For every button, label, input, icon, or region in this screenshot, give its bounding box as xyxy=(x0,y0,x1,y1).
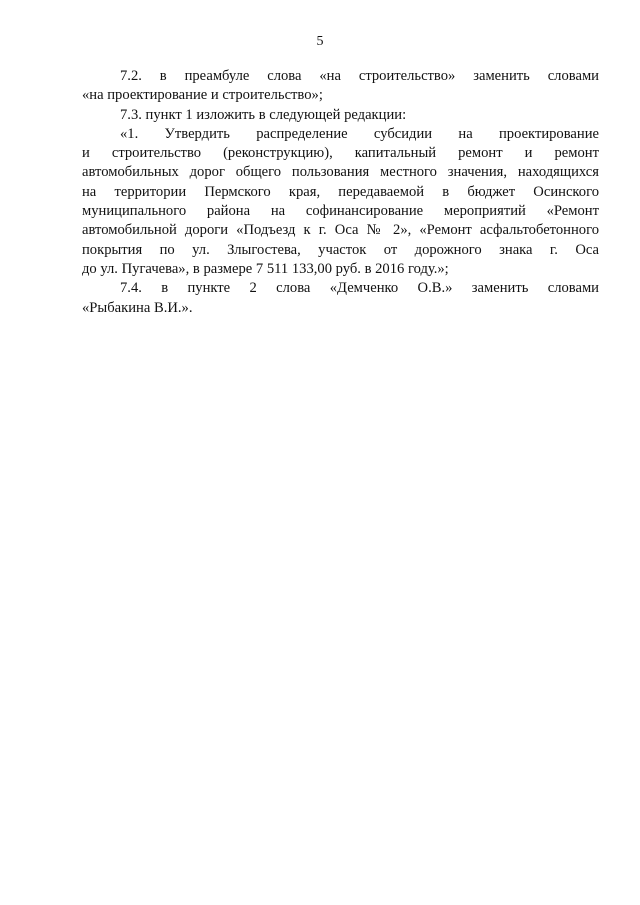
document-body xyxy=(82,67,599,318)
text-line: до ул. Пугачева», в размере 7 511 133,00 руб. в 2016 году.»; xyxy=(82,260,449,277)
text-line: 7.2. в преамбуле слова «на строительство» заменить словами xyxy=(120,68,599,84)
text-line: 7.4. в пункте 2 слова «Демченко О.В.» заменить словами xyxy=(120,280,599,297)
text-line: 7.3. пункт 1 изложить в следующей редакции: xyxy=(120,106,407,123)
paragraph-7-3 xyxy=(82,106,599,125)
text-line: «на проектирование и строительство»; xyxy=(82,87,323,104)
text-line: муниципального района на софинансирование мероприятий «Ремонт xyxy=(82,203,599,220)
text-line: и строительство (реконструкцию), капитальный ремонт и ремонт xyxy=(82,145,599,162)
page-number: 5 xyxy=(316,34,324,49)
text-line: автомобильной дороги «Подъезд к г. Оса № 2», «Ремонт асфальтобетонного xyxy=(82,222,599,239)
paragraph-quoted-1 xyxy=(82,125,599,279)
text-line: автомобильных дорог общего пользования местного значения, находящихся xyxy=(82,164,599,181)
text-line: покрытия по ул. Злыгостева, участок от дорожного знака г. Оса xyxy=(82,241,599,258)
paragraph-7-4 xyxy=(82,279,599,318)
text-line: «1. Утвердить распределение субсидии на проектирование xyxy=(120,125,599,142)
text-line: на территории Пермского края, передаваемой в бюджет Осинского xyxy=(82,183,599,200)
paragraph-7-2 xyxy=(82,67,599,106)
text-line: «Рыбакина В.И.». xyxy=(82,299,193,316)
